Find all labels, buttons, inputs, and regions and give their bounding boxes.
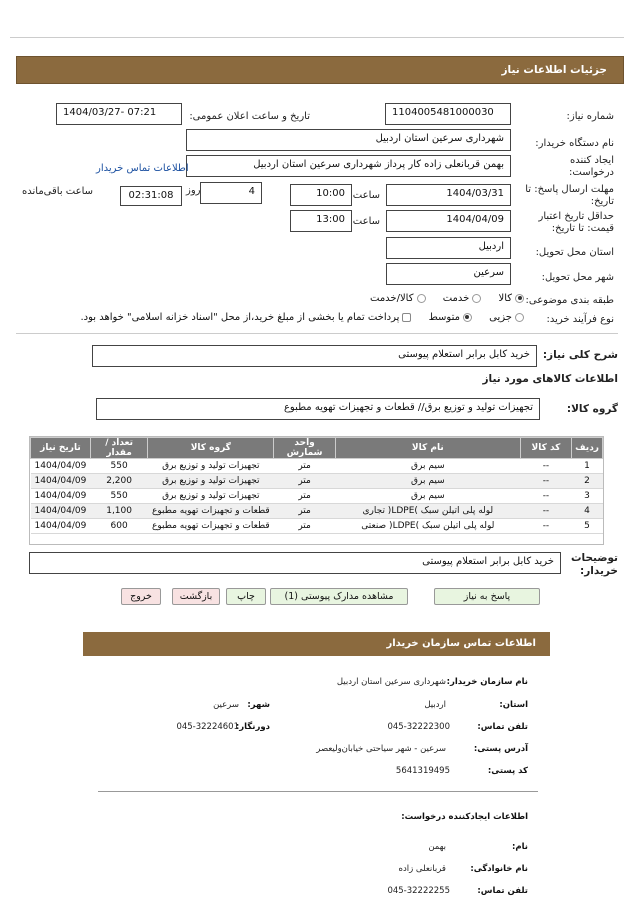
cell-code: -- xyxy=(520,489,571,504)
creator-label-1: ایجاد کننده xyxy=(570,155,614,166)
cell-group: تجهیزات تولید و توزیع برق xyxy=(148,459,274,474)
announce-label: تاریخ و ساعت اعلان عمومی: xyxy=(189,111,310,122)
table-row[interactable] xyxy=(31,474,603,489)
items-table-wrap xyxy=(29,436,604,545)
table-row[interactable] xyxy=(31,459,603,474)
creator-info-title: اطلاعات ایجادکننده درخواست: xyxy=(401,812,528,822)
checkbox-icon xyxy=(402,313,411,322)
creator-first-name-value: بهمن xyxy=(428,842,446,852)
cell-name: سیم برق xyxy=(335,489,520,504)
creator-phone-value: 045-32222255 xyxy=(387,886,450,896)
buyer-contact-link[interactable]: اطلاعات تماس خریدار xyxy=(96,163,189,174)
creator-last-name-label: نام خانوادگی: xyxy=(470,864,528,874)
process-option-medium[interactable]: متوسط xyxy=(429,312,472,323)
buyer-org-label: نام دستگاه خریدار: xyxy=(535,138,614,149)
radio-icon xyxy=(515,313,524,322)
cell-row: 2 xyxy=(572,474,603,489)
cell-code: -- xyxy=(520,474,571,489)
summary-label: شرح کلی نیاز: xyxy=(542,349,618,361)
summary-field: خرید کابل برابر استعلام پیوستی xyxy=(92,345,537,367)
cell-code: -- xyxy=(520,519,571,534)
cell-group: تجهیزات تولید و توزیع برق xyxy=(148,489,274,504)
process-option-partial[interactable]: جزیی xyxy=(489,312,524,323)
cell-group: تجهیزات تولید و توزیع برق xyxy=(148,474,274,489)
contact-header xyxy=(83,632,550,656)
need-number-field: 1104005481000030 xyxy=(385,103,511,125)
table-row[interactable] xyxy=(31,519,603,534)
cell-qty: 2,200 xyxy=(90,474,147,489)
buyer-notes-label-2: خریدار: xyxy=(580,565,618,577)
radio-selected-icon xyxy=(463,313,472,322)
cell-unit: متر xyxy=(274,459,336,474)
radio-selected-icon xyxy=(515,294,524,303)
cell-row: 4 xyxy=(572,504,603,519)
deadline-date-field: 1404/03/31 xyxy=(386,184,511,206)
creator-label-2: درخواست: xyxy=(569,167,614,178)
delivery-city-label: شهر محل تحویل: xyxy=(541,272,614,283)
goods-info-title: اطلاعات کالاهای مورد نیاز xyxy=(482,373,618,385)
contact-title: اطلاعات تماس سازمان خریدار xyxy=(386,638,536,649)
process-radio-group xyxy=(80,312,524,323)
category-option-goods[interactable]: کالا xyxy=(498,293,524,304)
validity-label-2: قیمت: تا تاریخ: xyxy=(551,223,614,234)
validity-label-1: حداقل تاریخ اعتبار xyxy=(538,211,614,222)
cell-date: 1404/04/09 xyxy=(31,504,91,519)
validity-date-field: 1404/04/09 xyxy=(386,210,511,232)
contact-org-label: نام سازمان خریدار: xyxy=(446,677,528,687)
validity-time-field: 13:00 xyxy=(290,210,352,232)
cell-code: -- xyxy=(520,459,571,474)
process-label: نوع فرآیند خرید: xyxy=(546,314,614,325)
category-radio-group xyxy=(370,293,524,304)
back-button[interactable]: بازگشت xyxy=(172,588,220,605)
remaining-time-field: 02:31:08 xyxy=(120,186,182,206)
cell-group: قطعات و تجهیزات تهویه مطبوع xyxy=(148,519,274,534)
contact-city-label: شهر: xyxy=(247,700,270,710)
contact-address-value: سرعین - شهر سیاحتی خیابان‌ولیعصر xyxy=(316,744,446,754)
contact-phone-label: تلفن تماس: xyxy=(477,722,528,732)
creator-field: بهمن قربانعلی زاده کار پرداز شهرداری سرعین استان اردبیل xyxy=(186,155,511,177)
cell-unit: متر xyxy=(274,519,336,534)
cell-row: 1 xyxy=(572,459,603,474)
page-title: جزئیات اطلاعات نیاز xyxy=(501,64,607,76)
cell-code: -- xyxy=(520,504,571,519)
delivery-province-field: اردبیل xyxy=(386,237,511,259)
contact-divider xyxy=(98,791,538,792)
contact-org-value: شهرداری سرعین استان اردبیل xyxy=(336,677,446,687)
cell-row: 5 xyxy=(572,519,603,534)
cell-name: سیم برق xyxy=(335,474,520,489)
goods-group-field: تجهیزات تولید و توزیع برق// قطعات و تجهیزات تهویه مطبوع xyxy=(96,398,540,420)
items-table-header xyxy=(31,438,603,459)
col-group: گروه کالا xyxy=(148,438,274,459)
cell-unit: متر xyxy=(274,504,336,519)
creator-last-name-value: قربانعلی زاده xyxy=(398,864,446,874)
cell-group: قطعات و تجهیزات تهویه مطبوع xyxy=(148,504,274,519)
contact-province-label: استان: xyxy=(499,700,528,710)
col-qty: تعداد / مقدار xyxy=(90,438,147,459)
cell-date: 1404/04/09 xyxy=(31,474,91,489)
buyer-org-field: شهرداری سرعین استان اردبیل xyxy=(186,129,511,151)
deadline-time-field: 10:00 xyxy=(290,184,352,206)
delivery-city-field: سرعین xyxy=(386,263,511,285)
cell-qty: 1,100 xyxy=(90,504,147,519)
contact-fax-label: دورنگار: xyxy=(235,722,270,732)
days-field: 4 xyxy=(200,182,262,204)
days-label: روز xyxy=(186,185,201,196)
delivery-province-label: استان محل تحویل: xyxy=(535,247,614,258)
validity-time-label: ساعت xyxy=(352,216,380,227)
col-unit: واحد شمارش xyxy=(274,438,336,459)
col-row: ردیف xyxy=(572,438,603,459)
reply-button[interactable]: پاسخ به نیاز xyxy=(434,588,540,605)
deadline-time-label: ساعت xyxy=(352,190,380,201)
cell-name: سیم برق xyxy=(335,459,520,474)
table-row[interactable] xyxy=(31,504,603,519)
print-button[interactable]: چاپ xyxy=(226,588,266,605)
need-number-label: شماره نیاز: xyxy=(566,111,614,122)
section-divider xyxy=(16,333,618,334)
col-code: کد کالا xyxy=(520,438,571,459)
cell-name: لوله پلی اتیلن سبک )LDPE( تجاری xyxy=(335,504,520,519)
contact-province-value: اردبیل xyxy=(424,700,446,710)
cell-qty: 550 xyxy=(90,489,147,504)
goods-group-label: گروه کالا: xyxy=(566,403,618,415)
radio-icon xyxy=(417,294,426,303)
cell-date: 1404/04/09 xyxy=(31,489,91,504)
announce-field: 1404/03/27- 07:21 xyxy=(56,103,182,125)
buyer-notes-field: خرید کابل برابر استعلام پیوستی xyxy=(29,552,561,574)
deadline-label-1: مهلت ارسال پاسخ: تا xyxy=(525,184,614,195)
category-option-goods-service[interactable]: کالا/خدمت xyxy=(370,293,426,304)
cell-date: 1404/04/09 xyxy=(31,459,91,474)
col-name: نام کالا xyxy=(335,438,520,459)
buyer-notes-label-1: توضیحات xyxy=(570,552,618,564)
table-row[interactable] xyxy=(31,489,603,504)
cell-name: لوله پلی اتیلن سبک )LDPE( صنعتی xyxy=(335,519,520,534)
radio-icon xyxy=(472,294,481,303)
creator-first-name-label: نام: xyxy=(511,842,528,852)
cell-qty: 550 xyxy=(90,459,147,474)
cell-unit: متر xyxy=(274,489,336,504)
top-divider xyxy=(10,37,624,38)
contact-postal-label: کد پستی: xyxy=(487,766,528,776)
remaining-time-label: ساعت باقی‌مانده xyxy=(22,186,94,197)
col-date: تاریخ نیاز xyxy=(31,438,91,459)
cell-row: 3 xyxy=(572,489,603,504)
page-header xyxy=(16,56,624,84)
view-documents-button[interactable]: مشاهده مدارک پیوستی (1) xyxy=(270,588,408,605)
creator-phone-label: تلفن تماس: xyxy=(477,886,528,896)
contact-fax-value: 045-32224601 xyxy=(176,722,239,732)
items-table xyxy=(30,437,603,534)
cell-qty: 600 xyxy=(90,519,147,534)
contact-address-label: آدرس پستی: xyxy=(473,744,528,754)
contact-city-value: سرعین xyxy=(213,700,239,710)
exit-button[interactable]: خروج xyxy=(121,588,161,605)
category-label: طبقه بندی موضوعی: xyxy=(525,295,614,306)
deadline-label-2: تاریخ: xyxy=(590,196,614,207)
cell-date: 1404/04/09 xyxy=(31,519,91,534)
treasury-checkbox[interactable]: پرداخت تمام یا بخشی از مبلغ خرید،از محل "اسناد خزانه اسلامی" خواهد بود. xyxy=(80,312,411,323)
cell-unit: متر xyxy=(274,474,336,489)
contact-phone-value: 045-32222300 xyxy=(387,722,450,732)
category-option-service[interactable]: خدمت xyxy=(443,293,482,304)
contact-postal-value: 5641319495 xyxy=(395,766,450,776)
